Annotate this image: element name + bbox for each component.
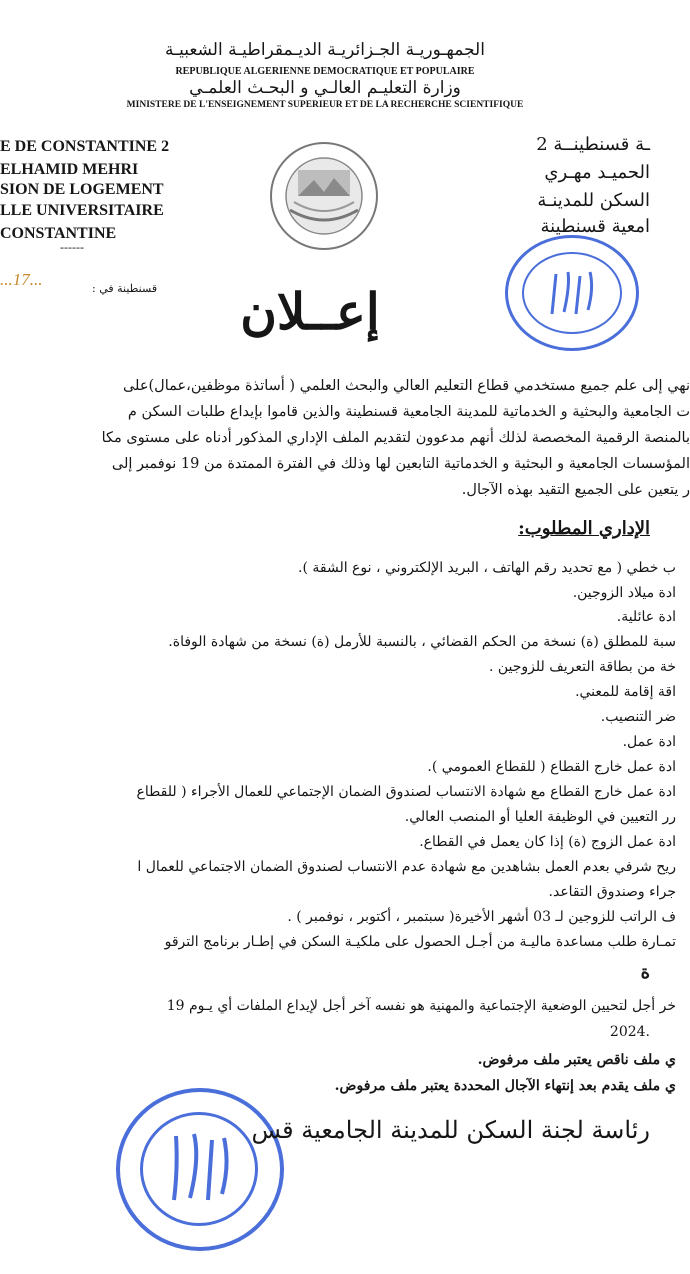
left-institution-line5: CONSTANTINE: [0, 225, 117, 242]
file-item-13: ريح شرفي بعدم العمل بشاهدين مع شهادة عدم الانتساب لصندوق الضمان الاجتماعي للعمال ا: [137, 859, 676, 875]
university-seal-logo: [268, 140, 380, 252]
right-institution-line3: السكن للمدينـة: [537, 190, 650, 211]
body-line-5: ر يتعين على الجميع التقيد بهذه الآجال.: [461, 482, 690, 498]
left-institution-line4: LLE UNIVERSITAIRE: [0, 202, 164, 219]
file-item-8: ادة عمل.: [622, 734, 676, 750]
left-divider: ------: [60, 240, 84, 254]
header-republic-fr: REPUBLIQUE ALGERIENNE DEMOCRATIQUE ET POPULAIRE: [175, 66, 475, 77]
signature-scribble-icon: [160, 1128, 240, 1208]
file-item-2: ادة ميلاد الزوجين.: [572, 585, 676, 601]
signature-scribble-icon: [542, 266, 602, 320]
header-republic-ar: الجمهـوريـة الجـزائريـة الديـمقراطيـة الشعبيـة: [165, 40, 485, 60]
notes-heading: ة: [640, 962, 650, 983]
announcement-title: إعــلان: [240, 282, 380, 341]
official-stamp-bottom: [116, 1088, 284, 1251]
header-ministry-ar: وزارة التعليـم العالـي و البحـث العلمـي: [189, 78, 461, 98]
required-file-heading: الإداري المطلوب:: [518, 518, 650, 539]
file-item-6: اقة إقامة للمعني.: [575, 684, 676, 700]
file-item-15: ف الراتب للزوجين لـ 03 أشهر الأخيرة( سبتمبر ، أكتوبر ، نوفمبر ) .: [287, 909, 676, 925]
university-seal-icon: [268, 140, 380, 252]
note-2: ي ملف ناقص يعتبر ملف مرفوض.: [477, 1052, 676, 1068]
right-institution-line2: الحميـد مهـري: [544, 162, 650, 183]
official-stamp-top: [505, 235, 639, 351]
right-institution-line1: ـة قسنطينــة 2: [536, 134, 650, 155]
file-item-11: رر التعيين في الوظيفة العليا أو المنصب العالي.: [404, 809, 676, 825]
body-line-4: المؤسسات الجامعية و البحثية و الخدماتية التابعين لها وذلك في الفترة الممتدة من 19 نوفمبر إلى: [111, 456, 690, 472]
file-item-7: ضر التنصيب.: [600, 709, 676, 725]
file-item-14: جراء وصندوق التقاعد.: [548, 884, 676, 900]
file-item-9: ادة عمل خارج القطاع ( للقطاع العمومي ).: [427, 759, 676, 775]
body-line-3: بالمنصة الرقمية المخصصة لذلك أنهم مدعوون لتقديم الملف الإداري المذكور أدناه على مستوى مكا: [101, 430, 690, 446]
note-1-year: 2024.: [609, 1024, 650, 1040]
body-line-2: ت الجامعية والبحثية و الخدماتية للمدينة الجامعية قسنطينة والذين قاموا بإيداع طلبات السكن م: [127, 404, 690, 420]
file-item-10: ادة عمل خارج القطاع مع شهادة الانتساب لصندوق الضمان الإجتماعي للعمال الأجراء ( للقطاع: [136, 784, 676, 800]
body-line-1: نهي إلى علم جميع مستخدمي قطاع التعليم العالي والبحث العلمي ( أساتذة موظفين،عمال)على: [122, 378, 690, 394]
signature-committee: رئاسة لجنة السكن للمدينة الجامعية قس: [251, 1116, 650, 1144]
left-institution-line1: E DE CONSTANTINE 2: [0, 138, 170, 155]
date-label: قسنطينة في :: [92, 282, 158, 295]
note-1: خر أجل لتحيين الوضعية الإجتماعية والمهنية هو نفسه آخر أجل لإيداع الملفات أي يـوم 19: [166, 998, 676, 1014]
note-3: ي ملف يقدم بعد إنتهاء الآجال المحددة يعتبر ملف مرفوض.: [334, 1078, 676, 1094]
file-item-5: خة من بطاقة التعريف للزوجين .: [488, 659, 676, 675]
file-item-1: ب خطي ( مع تحديد رقم الهاتف ، البريد الإلكتروني ، نوع الشقة ).: [298, 560, 676, 576]
left-institution-line3: SION DE LOGEMENT: [0, 181, 164, 198]
left-institution-line2: ELHAMID MEHRI: [0, 161, 139, 178]
right-institution-line4: امعية قسنطينة: [540, 216, 650, 237]
handwritten-date: ...17...: [0, 270, 43, 289]
file-item-4: سبة للمطلق (ة) نسخة من الحكم القضائي ، بالنسبة للأرمل (ة) نسخة من شهادة الوفاة.: [168, 634, 676, 650]
file-item-16: تمـارة طلب مساعدة ماليـة من أجـل الحصول على ملكيـة السكن في إطـار برنامج الترقو: [164, 934, 676, 950]
file-item-3: ادة عائلية.: [616, 609, 676, 625]
header-ministry-fr: MINISTERE DE L'ENSEIGNEMENT SUPERIEUR ET DE LA RECHERCHE SCIENTIFIQUE: [126, 100, 524, 110]
file-item-12: ادة عمل الزوج (ة) إذا كان يعمل في القطاع.: [419, 834, 676, 850]
